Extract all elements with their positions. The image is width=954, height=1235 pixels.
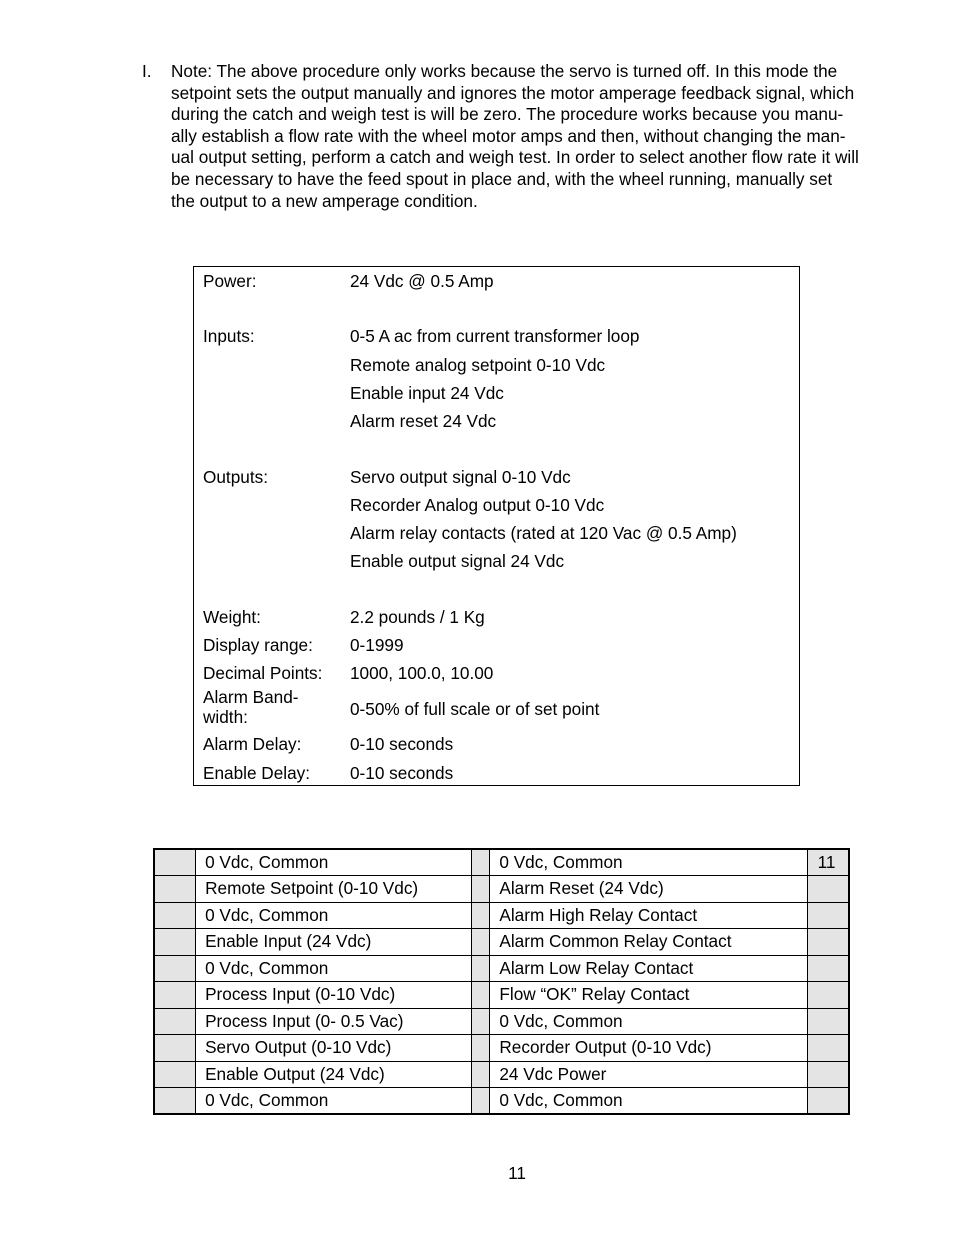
spec-label: Display range:	[203, 635, 313, 655]
terminal-label-right: 0 Vdc, Common	[490, 1088, 807, 1115]
terminal-number-mid	[471, 955, 490, 982]
spec-value: Servo output signal 0-10 Vdc	[350, 467, 571, 487]
terminal-label-right: Alarm Reset (24 Vdc)	[490, 876, 807, 903]
spec-value: Alarm relay contacts (rated at 120 Vac @ 0.5 Amp)	[350, 523, 737, 543]
terminal-number-right	[807, 1088, 849, 1115]
spec-label: Power:	[203, 271, 257, 291]
spec-label: Alarm Band-width:	[203, 687, 299, 727]
terminal-label-right: Recorder Output (0-10 Vdc)	[490, 1035, 807, 1062]
terminal-row	[154, 955, 849, 982]
terminal-number-mid	[471, 1035, 490, 1062]
terminal-table	[153, 848, 850, 1115]
note-line: be necessary to have the feed spout in place and, with the wheel running, manually set	[171, 168, 833, 189]
terminal-number-right	[807, 1008, 849, 1035]
spec-value: Recorder Analog output 0-10 Vdc	[350, 495, 605, 515]
terminal-number-mid	[471, 929, 490, 956]
terminal-label-left: Process Input (0- 0.5 Vac)	[196, 1008, 471, 1035]
terminal-label-left: Process Input (0-10 Vdc)	[196, 982, 471, 1009]
spec-value: 1000, 100.0, 10.00	[350, 663, 494, 683]
terminal-number-right: 11	[807, 849, 849, 876]
note-line: during the catch and weigh test is will be zero. The procedure works because you manu-	[171, 104, 844, 125]
terminal-number-left	[154, 876, 196, 903]
spec-value: 0-5 A ac from current transformer loop	[350, 326, 640, 346]
terminal-number-right	[807, 955, 849, 982]
terminal-number-right	[807, 982, 849, 1009]
spec-value: 0-50% of full scale or of set point	[350, 699, 600, 719]
terminal-label-left: 0 Vdc, Common	[196, 902, 471, 929]
terminal-label-right: 0 Vdc, Common	[490, 849, 807, 876]
note-line: the output to a new amperage condition.	[171, 190, 478, 211]
terminal-label-left: Enable Output (24 Vdc)	[196, 1061, 471, 1088]
terminal-number-left	[154, 955, 196, 982]
terminal-number-mid	[471, 1008, 490, 1035]
note-line: ual output setting, perform a catch and weigh test. In order to select another flow rate it will	[171, 147, 859, 168]
terminal-label-left: 0 Vdc, Common	[196, 1088, 471, 1115]
terminal-number-left	[154, 849, 196, 876]
terminal-label-right: Flow “OK” Relay Contact	[490, 982, 807, 1009]
spec-label: Outputs:	[203, 467, 268, 487]
terminal-number-mid	[471, 982, 490, 1009]
terminal-number-mid	[471, 849, 490, 876]
terminal-row	[154, 849, 849, 876]
spec-value: 0-1999	[350, 635, 404, 655]
terminal-number-left	[154, 1008, 196, 1035]
terminal-number-left	[154, 1035, 196, 1062]
note-list-marker: I.	[142, 61, 152, 81]
spec-value: 0-10 seconds	[350, 763, 454, 783]
terminal-number-left	[154, 929, 196, 956]
terminal-label-left: 0 Vdc, Common	[196, 955, 471, 982]
terminal-row	[154, 1008, 849, 1035]
terminal-row	[154, 1035, 849, 1062]
spec-value: Remote analog setpoint 0-10 Vdc	[350, 355, 606, 375]
procedure-note	[142, 61, 932, 212]
terminal-number-mid	[471, 1061, 490, 1088]
terminal-row	[154, 876, 849, 903]
spec-value: Enable output signal 24 Vdc	[350, 551, 565, 571]
note-text	[171, 61, 923, 212]
terminal-number-left	[154, 902, 196, 929]
terminal-number-right	[807, 1061, 849, 1088]
note-line: Note: The above procedure only works because the servo is turned off. In this mode the	[171, 61, 838, 81]
terminal-row	[154, 1088, 849, 1115]
terminal-label-right: Alarm High Relay Contact	[490, 902, 807, 929]
terminal-row	[154, 902, 849, 929]
terminal-label-right: 24 Vdc Power	[490, 1061, 807, 1088]
terminal-label-left: Servo Output (0-10 Vdc)	[196, 1035, 471, 1062]
spec-label: Alarm Delay:	[203, 734, 302, 754]
terminal-number-right	[807, 902, 849, 929]
spec-label: Weight:	[203, 607, 261, 627]
spec-label: Enable Delay:	[203, 763, 311, 783]
spec-value: 2.2 pounds / 1 Kg	[350, 607, 485, 627]
terminal-label-left: Remote Setpoint (0-10 Vdc)	[196, 876, 471, 903]
terminal-label-right: Alarm Common Relay Contact	[490, 929, 807, 956]
terminal-number-right	[807, 876, 849, 903]
spec-value: Enable input 24 Vdc	[350, 383, 504, 403]
terminal-number-right	[807, 1035, 849, 1062]
spec-value: 24 Vdc @ 0.5 Amp	[350, 271, 494, 291]
page-number: 11	[508, 1163, 526, 1183]
note-line: ally establish a flow rate with the wheel motor amps and then, without changing the man-	[171, 125, 846, 146]
terminal-label-right: Alarm Low Relay Contact	[490, 955, 807, 982]
terminal-row	[154, 982, 849, 1009]
terminal-number-mid	[471, 1088, 490, 1115]
spec-label: Inputs:	[203, 326, 255, 346]
terminal-number-mid	[471, 876, 490, 903]
terminal-row	[154, 1061, 849, 1088]
note-line: setpoint sets the output manually and ignores the motor amperage feedback signal, which	[171, 82, 855, 103]
terminal-label-left: Enable Input (24 Vdc)	[196, 929, 471, 956]
terminal-number-left	[154, 1088, 196, 1115]
terminal-number-left	[154, 982, 196, 1009]
terminal-number-left	[154, 1061, 196, 1088]
specifications-box	[193, 266, 800, 786]
terminal-label-left: 0 Vdc, Common	[196, 849, 471, 876]
spec-value: Alarm reset 24 Vdc	[350, 411, 497, 431]
spec-label: Decimal Points:	[203, 663, 323, 683]
terminal-label-right: 0 Vdc, Common	[490, 1008, 807, 1035]
terminal-number-right	[807, 929, 849, 956]
spec-value: 0-10 seconds	[350, 734, 454, 754]
terminal-number-mid	[471, 902, 490, 929]
terminal-row	[154, 929, 849, 956]
